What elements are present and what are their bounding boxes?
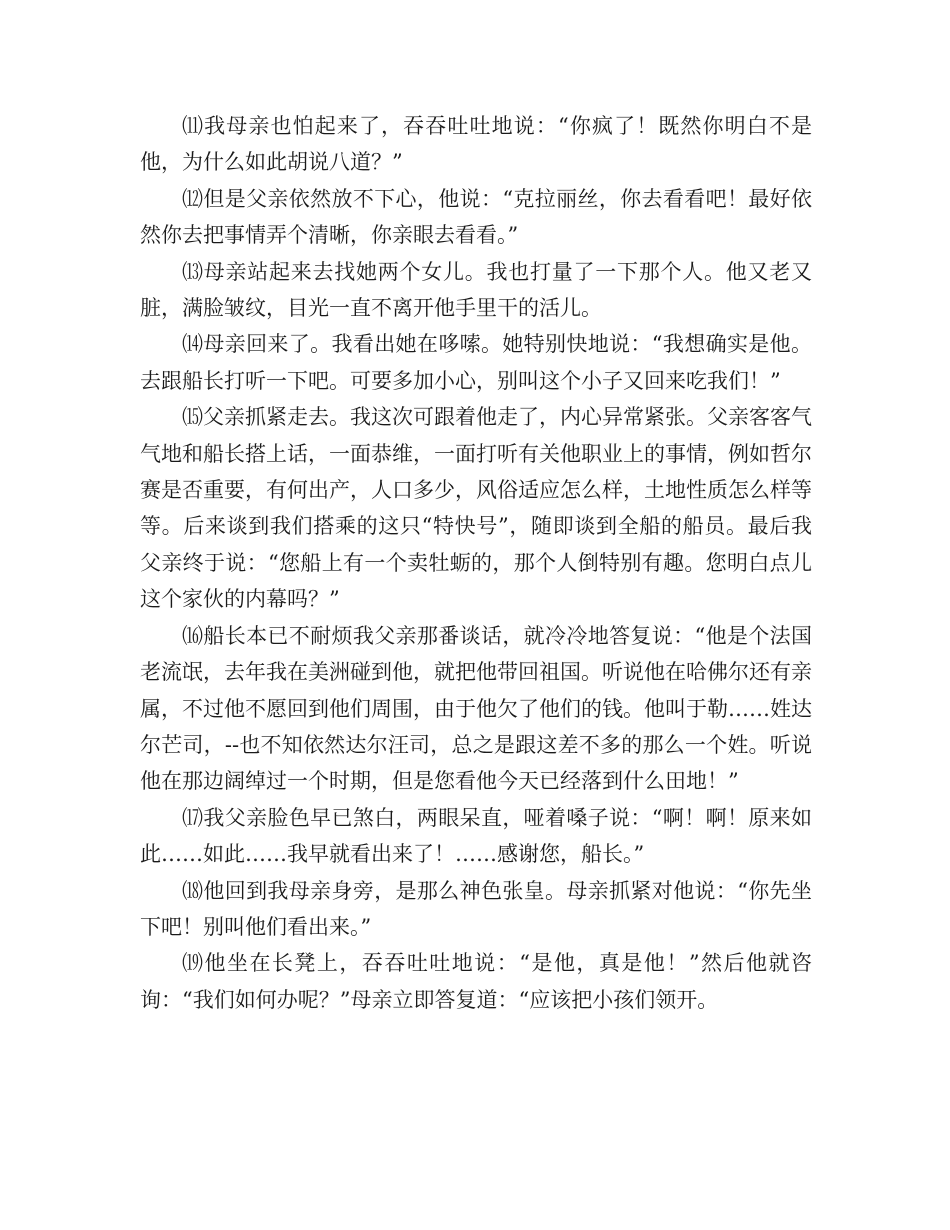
- paragraph-number: ⒁: [182, 332, 204, 357]
- paragraph-11: [140, 108, 812, 181]
- paragraph-text: 他回到我母亲身旁，是那么神色张皇。母亲抓紧对他说：“你先坐下吧！别叫他们看出来。”: [140, 878, 813, 939]
- paragraph-number: ⒆: [182, 951, 205, 976]
- paragraph-text: 母亲回来了。我看出她在哆嗦。她特别快地说：“我想确实是他。去跟船长打听一下吧。可要多加小心，别叫这个小子又回来吃我们！”: [140, 332, 813, 393]
- paragraph-text: 父亲抓紧走去。我这次可跟着他走了，内心异常紧张。父亲客客气气地和船长搭上话，一面恭维，一面打听有关他职业上的事情，例如哲尔赛是否重要，有何出产，人口多少，风俗适应怎么样，土地性质怎么样等等。后来谈到我们搭乘的这只“特快号”，随即谈到全船的船员。最后我父亲终于说：“您船上有一个卖牡蛎的，那个人倒特别有趣。您明白点儿这个家伙的内幕吗？”: [140, 405, 812, 612]
- paragraph-text: 我母亲也怕起来了，吞吞吐吐地说：“你疯了！既然你明白不是他，为什么如此胡说八道？”: [140, 114, 813, 175]
- paragraph-13: [140, 254, 812, 327]
- paragraph-number: ⒅: [182, 878, 204, 903]
- paragraph-19: [140, 945, 812, 1018]
- paragraph-text: 船长本已不耐烦我父亲那番谈话，就冷冷地答复说：“他是个法国老流氓，去年我在美洲碰到他，就把他带回祖国。听说他在哈佛尔还有亲属，不过他不愿回到他们周围，由于他欠了他们的钱。他叫于勒……姓达尔芒司，--也不知依然达尔汪司，总之是跟这差不多的那么一个姓。听说他在那边阔绰过一个时期，但是您看他今天已经落到什么田地！”: [140, 623, 813, 794]
- paragraph-18: [140, 873, 812, 946]
- paragraph-number: ⒄: [182, 805, 204, 830]
- paragraph-number: ⒀: [182, 259, 204, 284]
- paragraph-15: [140, 399, 812, 617]
- paragraph-number: ⑿: [182, 186, 204, 211]
- paragraph-number: ⑾: [182, 114, 205, 138]
- paragraph-text: 我父亲脸色早已煞白，两眼呆直，哑着嗓子说：“啊！啊！原来如此……如此……我早就看出来了！……感谢您，船长。”: [140, 805, 813, 867]
- document-body: [140, 108, 812, 1018]
- paragraph-16: [140, 618, 812, 800]
- paragraph-text: 母亲站起来去找她两个女儿。我也打量了一下那个人。他又老又脏，满脸皱纹，目光一直不离开他手里干的活儿。: [140, 259, 812, 321]
- paragraph-17: [140, 800, 812, 873]
- paragraph-text: 但是父亲依然放不下心，他说：“克拉丽丝，你去看看吧！最好依然你去把事情弄个清晰，你亲眼去看看。”: [140, 186, 813, 248]
- paragraph-number: ⒃: [182, 623, 204, 648]
- paragraph-text: 他坐在长凳上，吞吞吐吐地说：“是他，真是他！”然后他就咨询：“我们如何办呢？”母亲立即答复道：“应该把小孩们领开。: [140, 951, 812, 1012]
- paragraph-number: ⒂: [182, 405, 203, 430]
- paragraph-14: [140, 326, 812, 399]
- paragraph-12: [140, 181, 812, 254]
